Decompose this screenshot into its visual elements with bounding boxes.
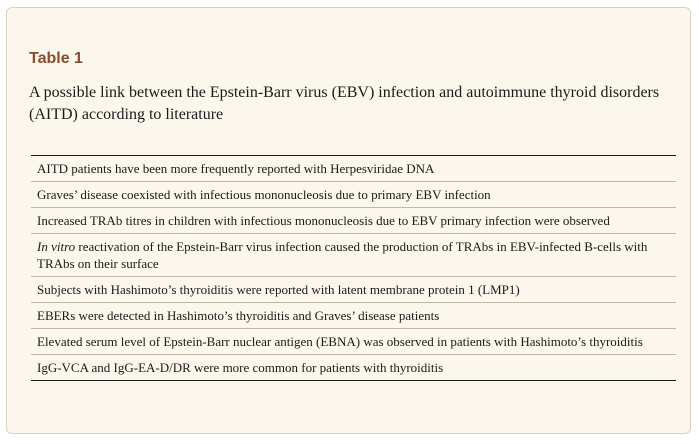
table-row [31,181,676,207]
data-table [31,155,676,381]
row-text: Increased TRAb titres in children with infectious mononucleosis due to EBV primary infection were observed [37,213,610,228]
table-row [31,328,676,354]
table-row [31,156,676,181]
table-caption: A possible link between the Epstein-Barr virus (EBV) infection and autoimmune thyroid disorders (AITD) according to literature [29,84,660,123]
table-row [31,207,676,233]
row-text: IgG-VCA and IgG-EA-D/DR were more common for patients with thyroiditis [37,360,444,375]
row-text: Graves’ disease coexisted with infectious mononucleosis due to primary EBV infection [37,187,491,202]
table-row [31,233,676,276]
table-panel [6,7,691,434]
row-italic-prefix: In vitro [37,239,76,254]
row-text: AITD patients have been more frequently reported with Herpesviridae DNA [37,161,435,176]
row-text: Subjects with Hashimoto’s thyroiditis were reported with latent membrane protein 1 (LMP1) [37,282,520,297]
table-row [31,276,676,302]
table-label: Table 1 [29,50,83,67]
table-row [31,302,676,328]
row-text: reactivation of the Epstein-Barr virus infection caused the production of TRAbs in EBV-infected B-cells with TRAbs on their surface [37,239,648,271]
row-text: EBERs were detected in Hashimoto’s thyroiditis and Graves’ disease patients [37,308,440,323]
table-row [31,354,676,380]
row-text: Elevated serum level of Epstein-Barr nuclear antigen (EBNA) was observed in patients with Hashimoto’s thyroiditis [37,334,643,349]
